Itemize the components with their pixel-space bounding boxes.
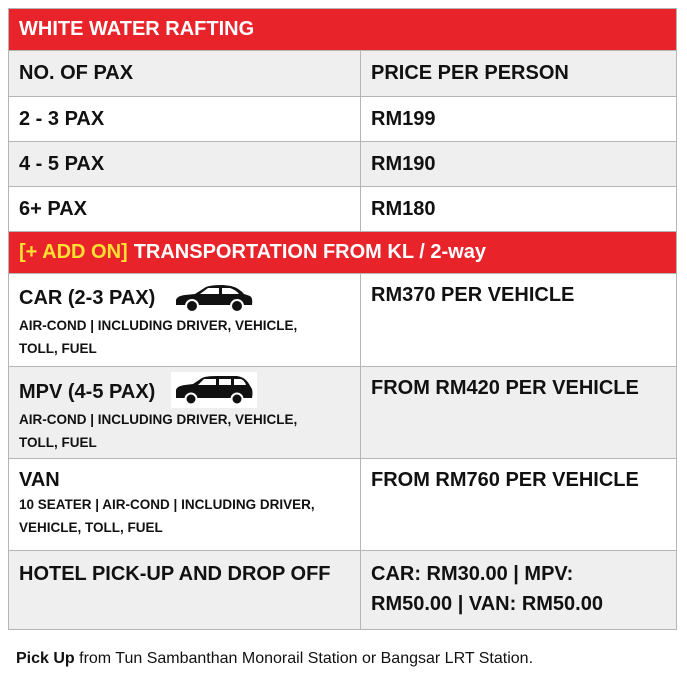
column-header-price: PRICE PER PERSON (371, 62, 569, 84)
hotel-price-line: CAR: RM30.00 | MPV: (371, 563, 574, 585)
transport-row-mpv (9, 367, 676, 459)
transport-row-car (9, 274, 676, 367)
pickup-note (16, 650, 533, 668)
hotel-price-line: RM50.00 | VAN: RM50.00 (371, 593, 603, 615)
transport-price: RM370 PER VEHICLE (371, 284, 575, 306)
price-cell: RM180 (371, 197, 436, 220)
table-row (9, 97, 676, 142)
column-header-pax: NO. OF PAX (9, 51, 361, 96)
transport-name: MPV (4-5 PAX) (19, 380, 156, 403)
addon-title: TRANSPORTATION FROM KL / 2-way (133, 241, 486, 263)
transport-row-van (9, 459, 676, 551)
sedan-car-icon (171, 282, 257, 314)
table-title: WHITE WATER RAFTING (19, 18, 255, 40)
transport-price: FROM RM760 PER VEHICLE (371, 469, 639, 491)
hotel-row (9, 551, 676, 629)
pickup-note-bold: Pick Up (16, 650, 75, 667)
price-cell: RM199 (371, 107, 436, 130)
rafting-price-table (8, 8, 677, 630)
transport-cell (9, 459, 361, 550)
addon-title-bar (9, 232, 676, 274)
transport-detail: VEHICLE, TOLL, FUEL (19, 520, 163, 535)
price-cell: RM190 (371, 152, 436, 175)
hotel-label: HOTEL PICK-UP AND DROP OFF (19, 563, 331, 585)
transport-detail: TOLL, FUEL (19, 341, 97, 356)
table-row (9, 187, 676, 232)
transport-detail: 10 SEATER | AIR-COND | INCLUDING DRIVER, (19, 497, 315, 512)
transport-detail: AIR-COND | INCLUDING DRIVER, VEHICLE, (19, 318, 298, 333)
table-title-bar (9, 9, 676, 51)
pax-cell: 2 - 3 PAX (9, 97, 361, 141)
transport-name: CAR (2-3 PAX) (19, 287, 156, 309)
transport-detail: AIR-COND | INCLUDING DRIVER, VEHICLE, (19, 412, 298, 427)
transport-cell (9, 274, 361, 366)
pickup-note-text: from Tun Sambanthan Monorail Station or Bangsar LRT Station. (74, 650, 534, 667)
transport-price: FROM RM420 PER VEHICLE (371, 377, 639, 399)
table-row (9, 142, 676, 187)
transport-name: VAN (19, 469, 60, 491)
mpv-car-icon (171, 372, 257, 408)
transport-cell (9, 367, 361, 458)
addon-tag: [+ ADD ON] (19, 241, 128, 263)
pax-cell: 6+ PAX (9, 187, 361, 231)
transport-detail: TOLL, FUEL (19, 435, 97, 450)
column-header-row (9, 51, 676, 97)
pax-cell: 4 - 5 PAX (9, 142, 361, 186)
